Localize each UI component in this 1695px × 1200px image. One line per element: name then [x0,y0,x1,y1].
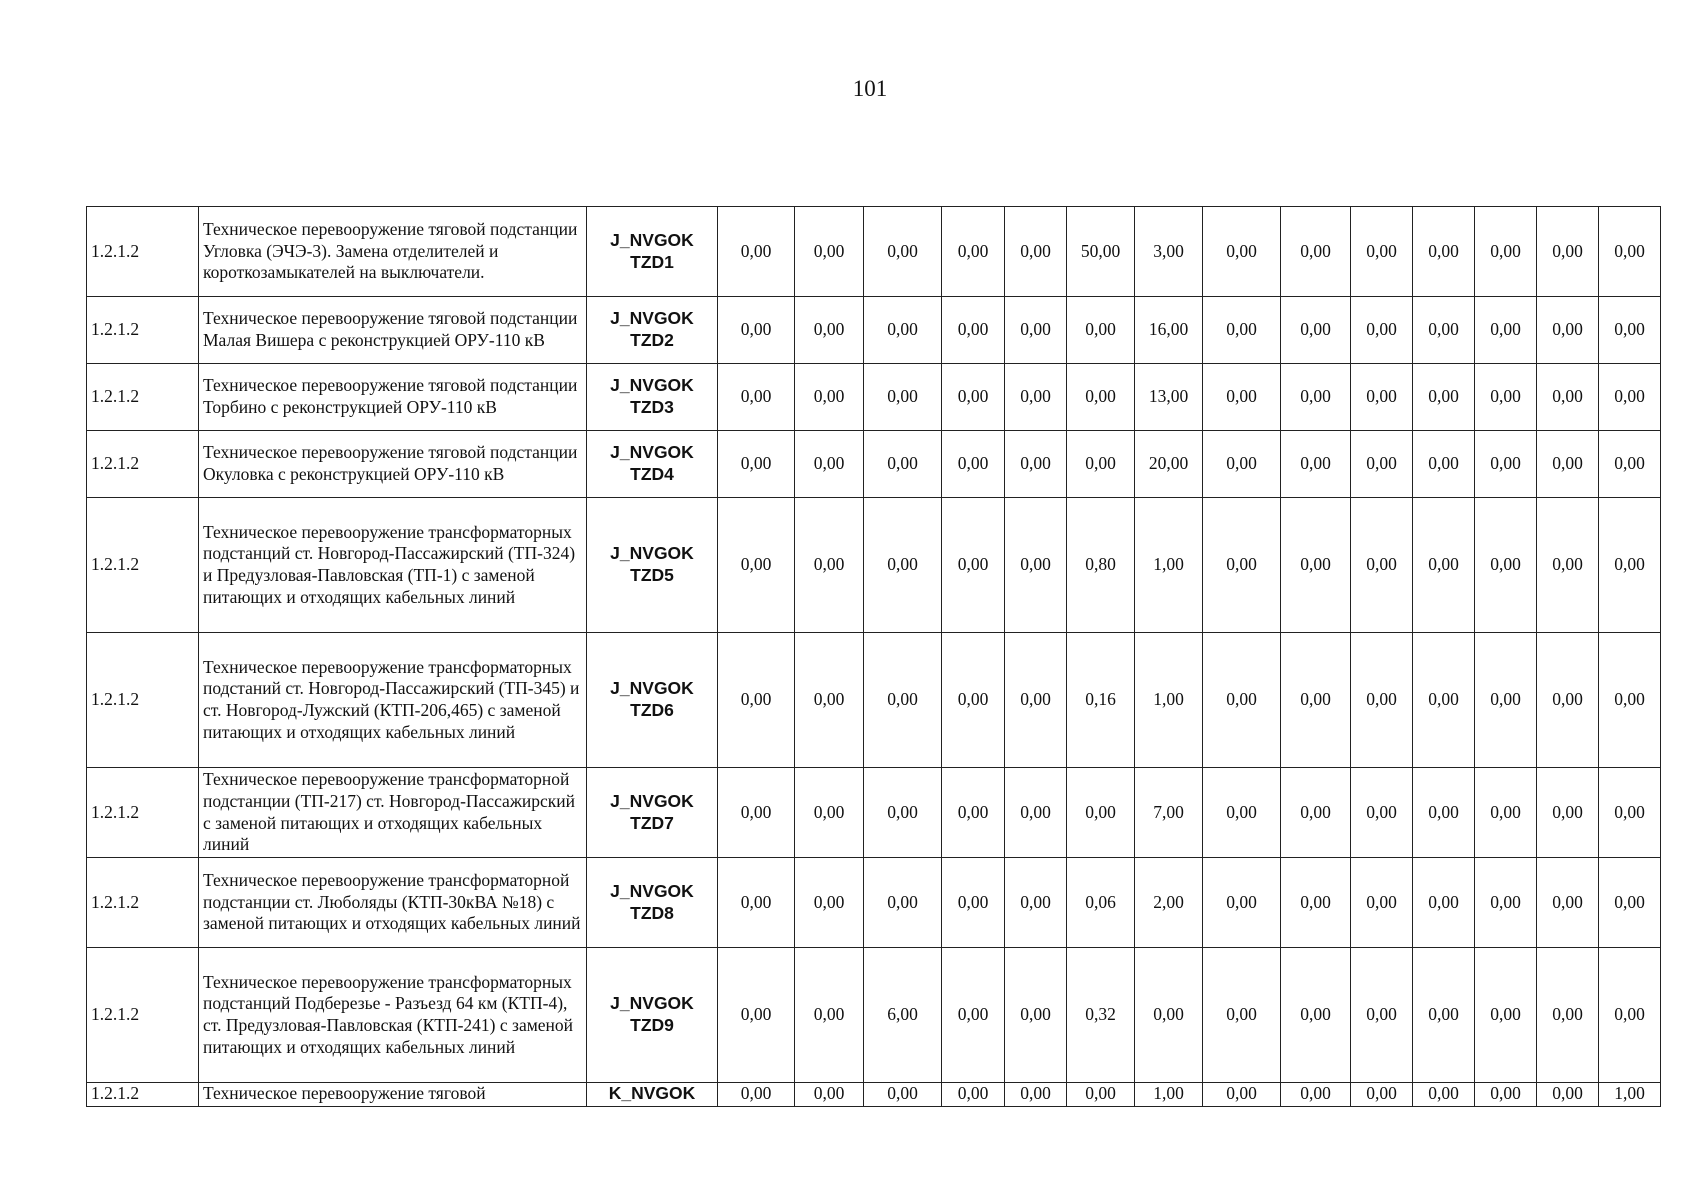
value-cell: 0,00 [1537,498,1599,633]
project-description: Техническое перевооружение тяговой подстанции Малая Вишера с реконструкцией ОРУ-110 кВ [199,297,587,364]
value-cell: 0,00 [1203,633,1281,768]
value-cell: 0,00 [1413,768,1475,858]
value-cell: 0,00 [795,297,864,364]
value-cell: 0,00 [1005,768,1067,858]
value-cell: 0,00 [1005,207,1067,297]
value-cell: 1,00 [1135,498,1203,633]
value-cell: 0,00 [864,768,942,858]
value-cell: 0,00 [1067,768,1135,858]
value-cell: 0,06 [1067,858,1135,948]
row-number: 1.2.1.2 [87,297,199,364]
table-row [87,768,1661,858]
value-cell: 0,00 [718,948,795,1083]
table-row [87,498,1661,633]
value-cell: 0,00 [1203,768,1281,858]
project-description: Техническое перевооружение трансформаторных подстанций ст. Новгород-Пассажирский (ТП-324) и Предузловая-Павловская (ТП-1) с заменой питающих и отходящих кабельных линий [199,498,587,633]
value-cell: 0,00 [942,498,1005,633]
row-number: 1.2.1.2 [87,858,199,948]
value-cell: 0,00 [1203,207,1281,297]
value-cell: 0,00 [864,431,942,498]
project-code: J_NVGOK TZD8 [587,858,718,948]
value-cell: 0,00 [718,498,795,633]
value-cell: 0,00 [1203,431,1281,498]
value-cell: 0,00 [942,297,1005,364]
value-cell: 0,00 [718,431,795,498]
project-description: Техническое перевооружение трансформаторных подстаний ст. Новгород-Пассажирский (ТП-345) и ст. Новгород-Лужский (КТП-206,465) с заменой питающих и отходящих кабельных линий [199,633,587,768]
value-cell: 0,00 [864,297,942,364]
table-row [87,207,1661,297]
value-cell: 50,00 [1067,207,1135,297]
project-description: Техническое перевооружение тяговой подстанции Угловка (ЭЧЭ-3). Замена отделителей и короткозамыкателей на выключатели. [199,207,587,297]
value-cell: 1,00 [1135,1083,1203,1107]
value-cell: 0,00 [795,948,864,1083]
value-cell: 1,00 [1599,1083,1661,1107]
value-cell: 0,00 [1203,1083,1281,1107]
value-cell: 0,00 [718,858,795,948]
value-cell: 3,00 [1135,207,1203,297]
value-cell: 0,00 [1475,948,1537,1083]
value-cell: 0,00 [1599,633,1661,768]
value-cell: 0,00 [1005,633,1067,768]
project-description: Техническое перевооружение тяговой [199,1083,587,1107]
value-cell: 20,00 [1135,431,1203,498]
value-cell: 0,00 [1281,948,1351,1083]
project-description: Техническое перевооружение трансформаторной подстанции ст. Люболяды (КТП-30кВА №18) с заменой питающих и отходящих кабельных линий [199,858,587,948]
value-cell: 0,00 [1475,858,1537,948]
value-cell: 0,00 [1281,207,1351,297]
value-cell: 0,00 [1537,768,1599,858]
value-cell: 0,00 [1537,431,1599,498]
value-cell: 0,00 [1351,858,1413,948]
value-cell: 0,00 [864,364,942,431]
row-number: 1.2.1.2 [87,207,199,297]
project-code: K_NVGOK [587,1083,718,1107]
value-cell: 1,00 [1135,633,1203,768]
value-cell: 0,00 [1351,207,1413,297]
value-cell: 0,00 [1351,948,1413,1083]
value-cell: 0,00 [864,633,942,768]
value-cell: 0,00 [942,768,1005,858]
table-row [87,1083,1661,1107]
value-cell: 0,00 [1413,633,1475,768]
value-cell: 6,00 [864,948,942,1083]
project-code: J_NVGOK TZD9 [587,948,718,1083]
value-cell: 0,00 [1599,297,1661,364]
investment-table [86,206,1661,1107]
value-cell: 0,00 [864,498,942,633]
value-cell: 0,00 [942,207,1005,297]
project-code: J_NVGOK TZD7 [587,768,718,858]
project-description: Техническое перевооружение трансформаторной подстанции (ТП-217) ст. Новгород-Пассажирский с заменой питающих и отходящих кабельных линий [199,768,587,858]
value-cell: 0,00 [1475,498,1537,633]
value-cell: 0,00 [1203,297,1281,364]
table-row [87,858,1661,948]
project-description: Техническое перевооружение тяговой подстанции Окуловка с реконструкцией ОРУ-110 кВ [199,431,587,498]
value-cell: 0,00 [1351,431,1413,498]
value-cell: 0,00 [795,431,864,498]
table-row [87,297,1661,364]
value-cell: 0,00 [1281,297,1351,364]
value-cell: 0,00 [1413,431,1475,498]
value-cell: 0,00 [1599,858,1661,948]
value-cell: 0,00 [1475,297,1537,364]
row-number: 1.2.1.2 [87,1083,199,1107]
value-cell: 0,00 [1005,431,1067,498]
value-cell: 0,00 [1351,364,1413,431]
table-body [87,207,1661,1107]
value-cell: 0,00 [1413,498,1475,633]
value-cell: 0,00 [1135,948,1203,1083]
row-number: 1.2.1.2 [87,633,199,768]
value-cell: 0,00 [795,633,864,768]
value-cell: 0,00 [1599,207,1661,297]
value-cell: 0,00 [1475,207,1537,297]
value-cell: 0,32 [1067,948,1135,1083]
value-cell: 0,00 [942,948,1005,1083]
value-cell: 0,00 [1005,858,1067,948]
value-cell: 0,00 [1067,297,1135,364]
project-code: J_NVGOK TZD2 [587,297,718,364]
value-cell: 0,00 [1067,1083,1135,1107]
row-number: 1.2.1.2 [87,768,199,858]
value-cell: 0,00 [1537,364,1599,431]
value-cell: 0,00 [1413,364,1475,431]
value-cell: 0,00 [942,858,1005,948]
value-cell: 0,00 [1413,207,1475,297]
value-cell: 13,00 [1135,364,1203,431]
value-cell: 0,00 [1537,633,1599,768]
value-cell: 0,00 [1005,1083,1067,1107]
value-cell: 0,00 [1475,431,1537,498]
row-number: 1.2.1.2 [87,431,199,498]
value-cell: 0,00 [718,297,795,364]
value-cell: 0,00 [1281,858,1351,948]
value-cell: 0,00 [1351,297,1413,364]
value-cell: 0,00 [1351,1083,1413,1107]
value-cell: 0,00 [1537,1083,1599,1107]
value-cell: 0,00 [1413,948,1475,1083]
value-cell: 0,00 [1203,364,1281,431]
value-cell: 0,00 [864,1083,942,1107]
value-cell: 0,00 [864,858,942,948]
value-cell: 0,00 [1537,297,1599,364]
value-cell: 0,00 [718,207,795,297]
value-cell: 0,00 [1475,633,1537,768]
table-row [87,364,1661,431]
value-cell: 0,00 [1413,1083,1475,1107]
row-number: 1.2.1.2 [87,364,199,431]
value-cell: 0,00 [1351,498,1413,633]
value-cell: 0,00 [1281,768,1351,858]
value-cell: 0,00 [1281,498,1351,633]
value-cell: 0,00 [1203,498,1281,633]
value-cell: 0,00 [718,1083,795,1107]
row-number: 1.2.1.2 [87,498,199,633]
value-cell: 0,00 [1281,364,1351,431]
value-cell: 0,00 [718,633,795,768]
project-code: J_NVGOK TZD5 [587,498,718,633]
value-cell: 0,00 [1005,364,1067,431]
value-cell: 0,00 [718,768,795,858]
value-cell: 0,00 [1203,948,1281,1083]
value-cell: 2,00 [1135,858,1203,948]
value-cell: 0,00 [795,768,864,858]
value-cell: 0,00 [718,364,795,431]
value-cell: 0,00 [1599,768,1661,858]
value-cell: 0,00 [1599,498,1661,633]
value-cell: 0,00 [1475,364,1537,431]
value-cell: 0,00 [1005,948,1067,1083]
value-cell: 0,00 [1475,1083,1537,1107]
value-cell: 0,00 [942,1083,1005,1107]
value-cell: 0,00 [1281,431,1351,498]
project-description: Техническое перевооружение тяговой подстанции Торбино с реконструкцией ОРУ-110 кВ [199,364,587,431]
project-code: J_NVGOK TZD6 [587,633,718,768]
value-cell: 0,00 [1351,633,1413,768]
table-row [87,633,1661,768]
value-cell: 0,00 [864,207,942,297]
value-cell: 0,00 [795,207,864,297]
value-cell: 0,00 [795,1083,864,1107]
project-code: J_NVGOK TZD4 [587,431,718,498]
value-cell: 0,00 [1351,768,1413,858]
value-cell: 0,00 [1203,858,1281,948]
project-code: J_NVGOK TZD1 [587,207,718,297]
value-cell: 0,00 [1067,431,1135,498]
value-cell: 0,00 [795,858,864,948]
project-code: J_NVGOK TZD3 [587,364,718,431]
value-cell: 0,00 [942,633,1005,768]
value-cell: 16,00 [1135,297,1203,364]
value-cell: 0,00 [1537,858,1599,948]
value-cell: 0,00 [942,364,1005,431]
value-cell: 0,00 [1067,364,1135,431]
value-cell: 0,16 [1067,633,1135,768]
row-number: 1.2.1.2 [87,948,199,1083]
value-cell: 0,00 [1413,297,1475,364]
value-cell: 0,00 [1005,498,1067,633]
page-number: 101 [852,76,888,101]
value-cell: 0,00 [1413,858,1475,948]
project-description: Техническое перевооружение трансформаторных подстанций Подберезье - Разъезд 64 км (КТП-4), ст. Предузловая-Павловская (КТП-241) с заменой питающих и отходящих кабельных линий [199,948,587,1083]
value-cell: 0,00 [1281,633,1351,768]
value-cell: 0,00 [1537,948,1599,1083]
value-cell: 0,00 [1537,207,1599,297]
value-cell: 0,00 [795,498,864,633]
value-cell: 0,00 [1281,1083,1351,1107]
value-cell: 0,00 [1599,364,1661,431]
value-cell: 0,00 [1005,297,1067,364]
value-cell: 0,00 [795,364,864,431]
value-cell: 0,00 [1599,948,1661,1083]
value-cell: 0,00 [1599,431,1661,498]
value-cell: 7,00 [1135,768,1203,858]
value-cell: 0,00 [942,431,1005,498]
table-row [87,948,1661,1083]
table-row [87,431,1661,498]
value-cell: 0,80 [1067,498,1135,633]
value-cell: 0,00 [1475,768,1537,858]
